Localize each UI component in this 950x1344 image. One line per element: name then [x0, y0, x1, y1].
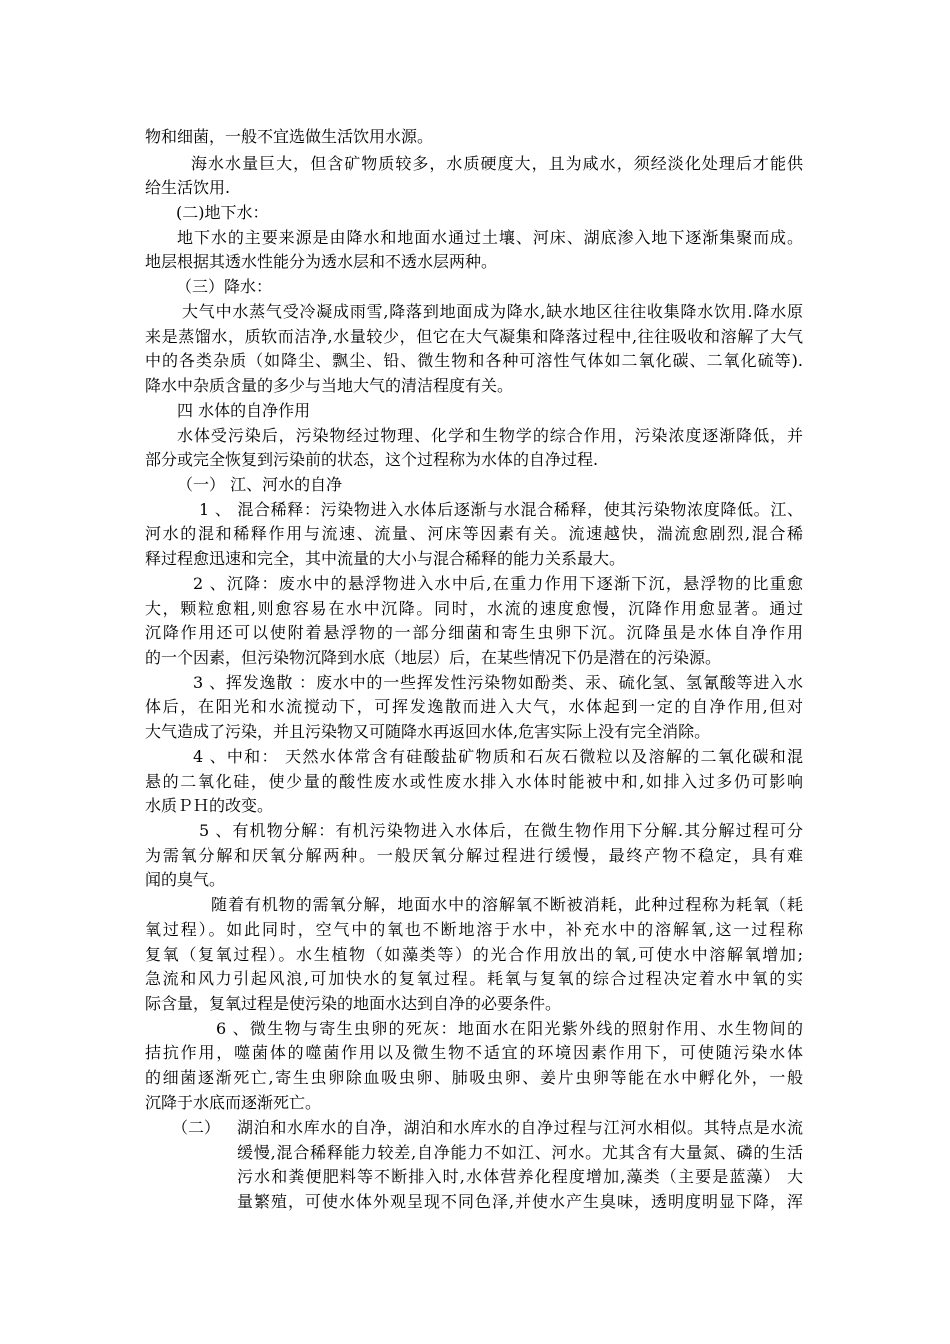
- text-line: 海水水量巨大，但含矿物质较多，水质硬度大，且为咸水，须经淡化处理后才能供: [191, 154, 803, 173]
- text-line: 急流和风力引起风浪,可加快水的复氧过程。耗氧与复氧的综合过程决定着水中氧的实: [145, 969, 803, 988]
- text-line: 大气造成了污染，并且污染物又可随降水再返回水体,危害实际上没有完全消除。: [145, 722, 711, 741]
- text-line: 部分或完全恢复到污染前的状态，这个过程称为水体的自净过程.: [145, 450, 599, 469]
- text-line: 的一个因素，但污染物沉降到水底（地层）后，在某些情况下仍是潜在的污染源。: [145, 648, 722, 667]
- text-line: 沉降于水底而逐渐死亡。: [145, 1093, 322, 1112]
- text-line: 3 、挥发逸散 ：废水中的一些挥发性污染物如酚类、汞、硫化氢、氢氰酸等进入水: [193, 673, 803, 692]
- text-line: 河水的混和稀释作用与流速、流量、河床等因素有关。流速越快，湍流愈剧烈,混合稀: [145, 524, 803, 543]
- text-line: 量繁殖，可使水体外观呈现不同色泽,并使水产生臭味，透明度明显下降，浑: [237, 1192, 803, 1211]
- text-line: 2 、沉降：废水中的悬浮物进入水中后,在重力作用下逐渐下沉，悬浮物的比重愈: [193, 574, 803, 593]
- text-line: 际含量，复氧过程是使污染的地面水达到自净的必要条件。: [145, 994, 562, 1013]
- text-line: 复氧（复氧过程）。水生植物（如藻类等）的光合作用放出的氧,可使水中溶解氧增加;: [145, 945, 803, 964]
- text-line: 给生活饮用.: [145, 178, 231, 197]
- section-heading: 四 水体的自净作用: [177, 401, 311, 420]
- text-line: 随着有机物的需氧分解，地面水中的溶解氧不断被消耗，此种过程称为耗氧（耗: [211, 895, 803, 914]
- text-line: 来是蒸馏水，质软而洁净,水量较少，但它在大气凝集和降落过程中,往往吸收和溶解了大气: [145, 327, 803, 346]
- text-line: 释过程愈迅速和完全，其中流量的大小与混合稀释的能力关系最大。: [145, 549, 626, 568]
- text-line: 大气中水蒸气受冷凝成雨雪,降落到地面成为降水,缺水地区往往收集降水饮用.降水原: [182, 302, 803, 321]
- text-line: 4 、中和： 天然水体常含有硅酸盐矿物质和石灰石微粒以及溶解的二氧化碳和混: [193, 747, 803, 766]
- text-line: 水体受污染后，污染物经过物理、化学和生物学的综合作用，污染浓度逐渐降低，并: [177, 426, 803, 445]
- text-line: 水质ＰＨ的改变。: [145, 796, 274, 815]
- text-line: 地下水的主要来源是由降水和地面水通过土壤、河床、湖底渗入地下逐渐集聚而成。: [177, 228, 803, 247]
- text-line: 体后，在阳光和水流搅动下，可挥发逸散而进入大气，水体起到一定的自净作用,但对: [145, 697, 803, 716]
- section-heading: （三）降水：: [176, 277, 273, 296]
- section-number: （二）: [172, 1118, 221, 1137]
- text-line: 拮抗作用，噬菌体的噬菌作用以及微生物不适宜的环境因素作用下，可使随污染水体: [145, 1043, 803, 1062]
- text-line: 的细菌逐渐死亡,寄生虫卵除血吸虫卵、肺吸虫卵、姜片虫卵等能在水中孵化外，一般: [145, 1068, 803, 1087]
- section-heading: (二)地下水：: [176, 203, 269, 222]
- text-line: 大，颗粒愈粗,则愈容易在水中沉降。同时，水流的速度愈慢，沉降作用愈显著。通过: [145, 599, 803, 618]
- text-line: 中的各类杂质（如降尘、飘尘、铅、微生物和各种可溶性气体如二氧化碳、二氧化硫等).: [145, 351, 803, 370]
- text-line: 为需氧分解和厌氧分解两种。一般厌氧分解过程进行缓慢，最终产物不稳定，具有难: [145, 846, 803, 865]
- section-heading: （一） 江、河水的自净: [177, 475, 343, 494]
- text-line: 闻的臭气。: [145, 870, 226, 889]
- text-line: 1 、 混合稀释：污染物进入水体后逐渐与水混合稀释，使其污染物浓度降低。江、: [199, 500, 803, 519]
- text-line: 6 、微生物与寄生虫卵的死灰：地面水在阳光紫外线的照射作用、水生物间的: [216, 1019, 803, 1038]
- text-line: 氧过程）。如此同时，空气中的氧也不断地溶于水中，补充水中的溶解氧,这一过程称: [145, 920, 803, 939]
- text-line: 地层根据其透水性能分为透水层和不透水层两种。: [145, 252, 498, 271]
- text-line: 湖泊和水库水的自净，湖泊和水库水的自净过程与江河水相似。其特点是水流: [237, 1118, 803, 1137]
- text-line: 沉降作用还可以使附着悬浮物的一部分细菌和寄生虫卵下沉。沉降虽是水体自净作用: [145, 623, 803, 642]
- text-line: 5 、有机物分解：有机污染物进入水体后，在微生物作用下分解.其分解过程可分: [199, 821, 803, 840]
- text-line: 污水和粪便肥料等不断排入时,水体营养化程度增加,藻类（主要是蓝藻） 大: [237, 1167, 803, 1186]
- text-line: 悬的二氧化硅，使少量的酸性废水或性废水排入水体时能被中和,如排入过多仍可影响: [145, 772, 803, 791]
- text-line: 降水中杂质含量的多少与当地大气的清洁程度有关。: [145, 376, 514, 395]
- text-line: 物和细菌，一般不宜选做生活饮用水源。: [145, 127, 434, 146]
- text-line: 缓慢,混合稀释能力较差,自净能力不如江、河水。尤其含有大量氮、磷的生活: [237, 1143, 803, 1162]
